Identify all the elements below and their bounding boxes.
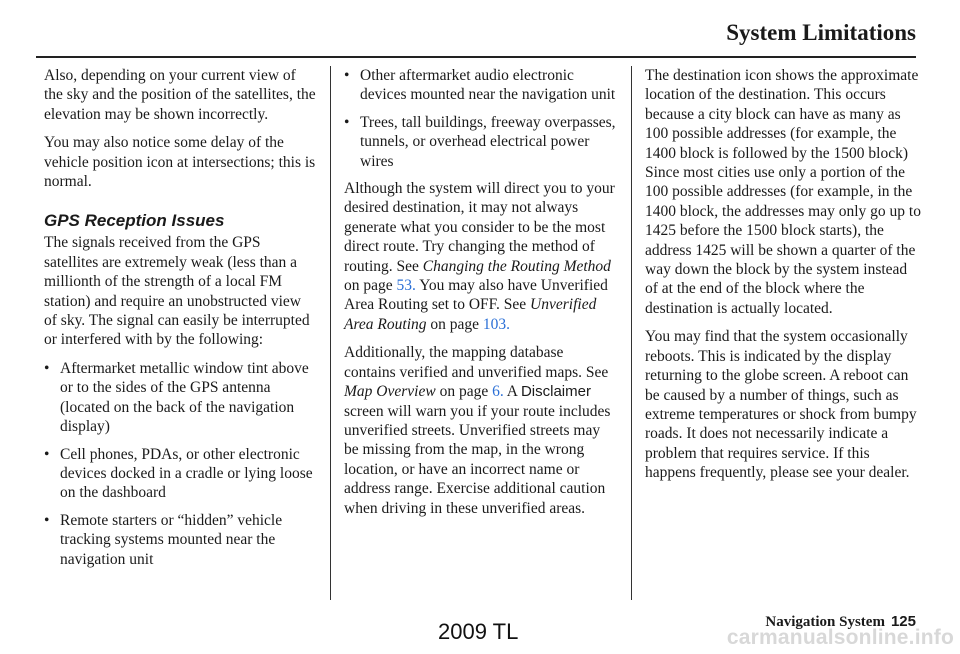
watermark: carmanualsonline.info xyxy=(726,626,954,649)
list-item: • Cell phones, PDAs, or other electronic devices docked in a cradle or lying loose on the dashboard xyxy=(44,445,316,503)
column-1 xyxy=(44,66,316,577)
page-title: System Limitations xyxy=(726,20,916,45)
list-item: • Trees, tall buildings, freeway overpasses, tunnels, or overhead electrical power wires xyxy=(344,113,616,171)
reference-unverified-area-routing: Unverified Area Routing xyxy=(344,296,597,333)
column-3 xyxy=(645,66,921,492)
paragraph-mapping-database: Additionally, the mapping database contains verified and unverified maps. See Map Overview on page 6. A Disclaimer screen will warn you if your route includes unverified streets. Unverified streets may be missing from the map, in the wrong location, or have an incorrect name or address range. Exercise additional caution when driving in these unverified areas. xyxy=(344,344,611,517)
paragraph-routing: Although the system will direct you to your desired destination, it may not always generate what you consider to be the most direct route. Try changing the method of routing. See Changing the Routing Method on page 53. You may also have Unverified Area Routing set to OFF. See Unverified Area Routing on page 103. xyxy=(344,180,615,333)
section-heading-gps-reception: GPS Reception Issues xyxy=(44,211,225,231)
interference-list xyxy=(44,359,316,569)
column-divider-1 xyxy=(330,66,331,600)
disclaimer-screen-label: Disclaimer xyxy=(520,383,591,401)
page-link-103[interactable]: 103. xyxy=(482,315,511,333)
footer-section-label: Navigation System xyxy=(765,614,885,630)
paragraph-reboots: You may find that the system occasionally reboots. This is indicated by the display returning to the globe screen. A reboot can be caused by a number of things, such as extreme temperatures or shock from bumpy roads. It does not necessarily indicate a problem that requires service. If this happens frequently, please see your dealer. xyxy=(645,328,917,482)
paragraph-gps-signals: The signals received from the GPS satellites are extremely weak (less than a millionth of the strength of a local FM station) and require an unobstructed view of sky. The signal can easily be interrupted or interfered with by the following: xyxy=(44,234,310,349)
paragraph-elevation: Also, depending on your current view of the sky and the position of the satellites, the elevation may be shown incorrectly. xyxy=(44,67,316,123)
page-link-6[interactable]: 6. xyxy=(492,383,504,401)
footer-model-year: 2009 TL xyxy=(438,619,519,644)
page-number: 125 xyxy=(890,613,916,630)
list-item: • Remote starters or “hidden” vehicle tracking systems mounted near the navigation unit xyxy=(44,511,316,569)
paragraph-destination-icon: The destination icon shows the approximate location of the destination. This occurs because a city block can have as many as 100 possible addresses (for example, the 1400 block is followed by the 1500 block) Since most cities use only a portion of the 100 possible addresses (for example, in the 1400 block, the addresses may only go up to 1425 before the 1500 block starts), the address 1425 will be shown a quarter of the way down the block by the system instead of at the end of the block where the destination is actually located. xyxy=(645,67,921,317)
column-divider-2 xyxy=(631,66,632,600)
reference-map-overview: Map Overview xyxy=(344,383,436,401)
interference-list-continued xyxy=(344,66,616,171)
list-item: • Other aftermarket audio electronic devices mounted near the navigation unit xyxy=(344,66,616,105)
title-rule xyxy=(36,56,916,58)
column-2 xyxy=(344,66,616,527)
list-item: • Aftermarket metallic window tint above or to the sides of the GPS antenna (located on the back of the navigation display) xyxy=(44,359,316,437)
paragraph-delay: You may also notice some delay of the vehicle position icon at intersections; this is normal. xyxy=(44,134,316,191)
page-link-53[interactable]: 53. xyxy=(396,277,416,295)
reference-changing-routing-method: Changing the Routing Method xyxy=(422,257,611,275)
